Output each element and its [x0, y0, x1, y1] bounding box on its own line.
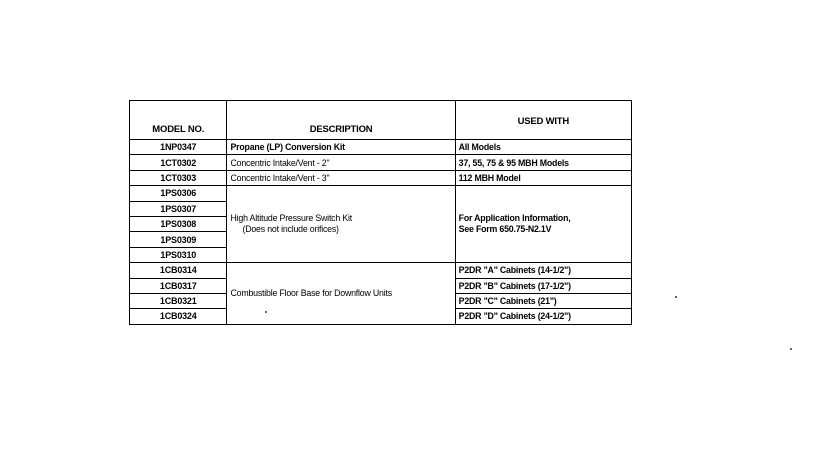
- model-number: 1CT0302: [130, 155, 227, 170]
- model-number: 1PS0309: [130, 232, 227, 247]
- model-number: 1PS0308: [130, 216, 227, 231]
- description-note: (Does not include orifices): [242, 224, 339, 235]
- used-with-cell: P2DR "B" Cabinets (17-1/2"): [455, 278, 631, 293]
- model-number: 1CT0303: [130, 170, 227, 185]
- used-with-cell: P2DR "A" Cabinets (14-1/2"): [455, 263, 631, 278]
- column-header-model: MODEL NO.: [130, 101, 227, 140]
- column-header-used-with: USED WITH: [455, 101, 631, 140]
- table-row: [130, 140, 632, 155]
- description-line: High Altitude Pressure Switch Kit: [230, 213, 352, 224]
- model-number: 1PS0310: [130, 247, 227, 262]
- description-cell: Concentric Intake/Vent - 3": [227, 170, 455, 185]
- column-header-description: DESCRIPTION: [227, 101, 455, 140]
- accessories-table: [129, 100, 632, 325]
- table-header-row: [130, 101, 632, 140]
- description-cell-floor-base: Combustible Floor Base for Downflow Units: [227, 263, 455, 325]
- used-with-cell-pressure-switch: [455, 186, 631, 263]
- table-row: [130, 170, 632, 185]
- description-cell: Propane (LP) Conversion Kit: [227, 140, 455, 155]
- used-with-cell: 112 MBH Model: [455, 170, 631, 185]
- model-number: 1NP0347: [130, 140, 227, 155]
- scan-speck: [675, 296, 677, 298]
- model-number: 1CB0317: [130, 278, 227, 293]
- model-number: 1CB0314: [130, 263, 227, 278]
- model-number: 1PS0307: [130, 201, 227, 216]
- used-with-cell: 37, 55, 75 & 95 MBH Models: [455, 155, 631, 170]
- used-with-line: See Form 650.75-N2.1V: [458, 224, 552, 235]
- used-with-cell: All Models: [455, 140, 631, 155]
- used-with-cell: P2DR "C" Cabinets (21"): [455, 293, 631, 308]
- scan-speck: [790, 348, 792, 350]
- model-number: 1CB0324: [130, 309, 227, 324]
- used-with-line: For Application Information,: [458, 213, 571, 224]
- table-row: [130, 155, 632, 170]
- description-cell-pressure-switch: [227, 186, 455, 263]
- scan-artifact-header: [60, 0, 460, 4]
- model-number: 1PS0306: [130, 186, 227, 201]
- model-number: 1CB0321: [130, 293, 227, 308]
- table-row: [130, 186, 632, 201]
- table-row: [130, 263, 632, 278]
- used-with-cell: P2DR "D" Cabinets (24-1/2"): [455, 309, 631, 324]
- description-cell: Concentric Intake/Vent - 2": [227, 155, 455, 170]
